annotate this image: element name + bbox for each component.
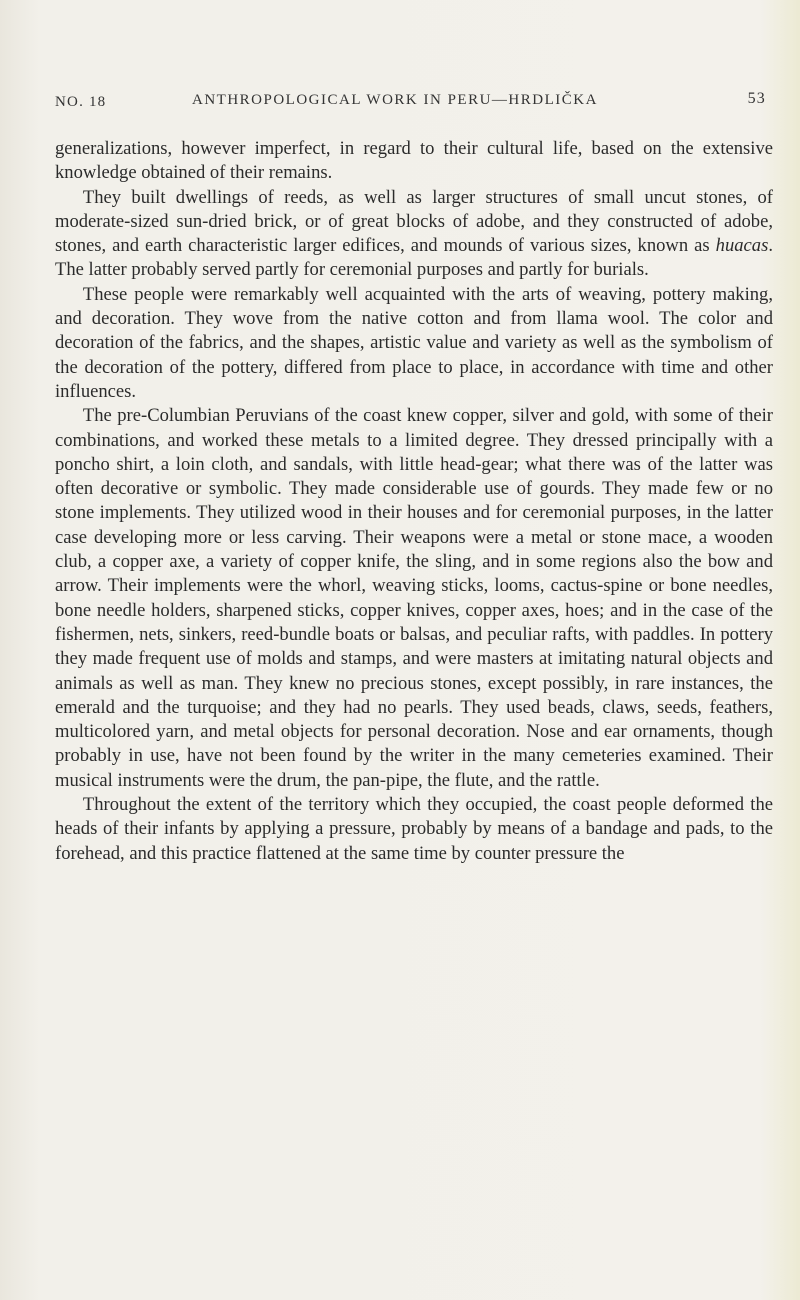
running-title: ANTHROPOLOGICAL WORK IN PERU—HRDLIČKA xyxy=(192,92,598,108)
paragraph-generalizations: generalizations, however imperfect, in regard to their cultural life, based on the extensive knowledge obtained of their remains. xyxy=(55,138,773,184)
paragraph-head-deformation: Throughout the extent of the territory which they occupied, the coast people deformed the heads of their infants by applying a pressure, probably by means of a bandage and pads, to the forehead, and this practice flattened at the same time by counter pressure the xyxy=(55,794,773,864)
paragraph-metals: The pre-Columbian Peruvians of the coast knew copper, silver and gold, with some of their combinations, and worked these metals to a limited degree. They dressed principally with a poncho shirt, a loin cloth, and sandals, with little head-gear; what there was of the latter was often decorative or symbolic. They made considerable use of gourds. They made few or no stone implements. They utilized wood in their houses and for ceremonial purposes, in the latter case developing more or less carving. Their weapons were a metal or stone mace, a wooden club, a copper axe, a variety of copper knife, the sling, and in some regions also the bow and arrow. Their implements were the whorl, weaving sticks, looms, cactus-spine or bone needles, bone needle holders, sharpened sticks, copper knives, copper axes, hoes; and in the case of the fishermen, nets, sinkers, reed-bundle boats or balsas, and peculiar rafts, with paddles. In pottery they made frequent use of molds and stamps, and were masters at imitating natural objects and animals as well as man. They knew no precious stones, except possibly, in rare instances, the emerald and the turquoise; and they had no pearls. They used beads, claws, seeds, feathers, multicolored yarn, and metal objects for personal decoration. Nose and ear ornaments, though probably in use, have not been found by the writer in the many cemeteries examined. Their musical instruments were the drum, the pan-pipe, the flute, and the rattle. xyxy=(55,405,773,791)
huacas-term: huacas xyxy=(715,235,769,257)
paragraph-dwellings xyxy=(55,186,773,283)
paragraph-dwellings-part-2: . The latter probably served partly for ceremonial purposes and partly for burials. xyxy=(55,235,773,281)
page-number: 53 xyxy=(747,90,766,107)
running-header xyxy=(55,92,770,118)
paragraph-arts: These people were remarkably well acquainted with the arts of weaving, pottery making, and decoration. They wove from the native cotton and from llama wool. The color and decoration of the fabrics, and the shapes, artistic value and variety as well as the symbolism of the decoration of the pottery, differed from place to place, in accordance with time and other influences. xyxy=(55,283,773,402)
body-text xyxy=(55,137,773,866)
paragraph-dwellings-part-1: They built dwellings of reeds, as well as larger structures of small uncut stones, of moderate-sized sun-dried brick, or of great blocks of adobe, and they constructed of adobe, stones, and earth characteristic larger edifices, and mounds of various sizes, known as xyxy=(55,186,773,257)
series-number: NO. 18 xyxy=(55,94,107,110)
